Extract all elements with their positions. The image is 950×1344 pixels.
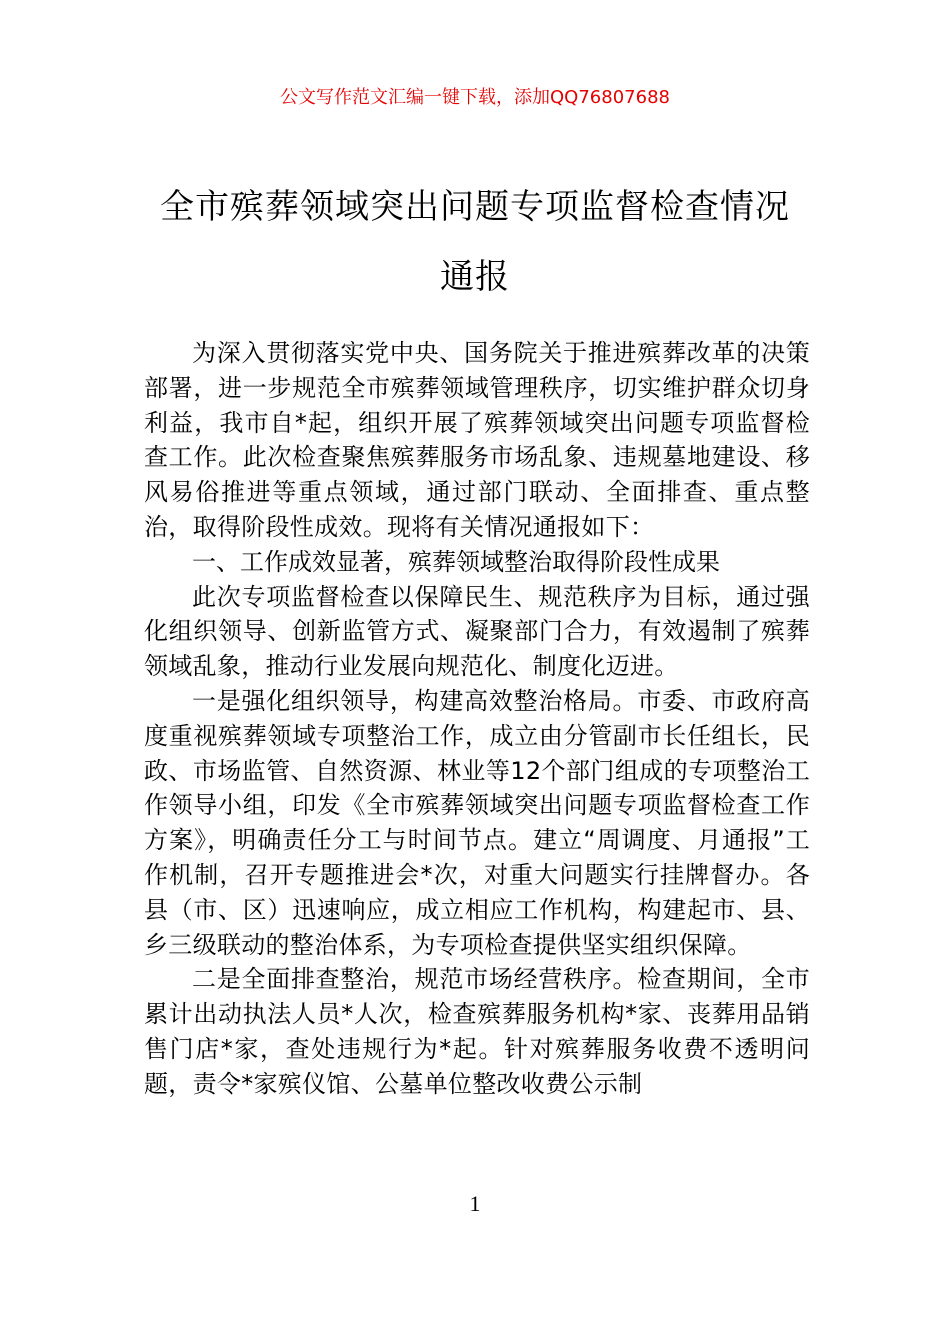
title-line-2: 通报 [440, 257, 510, 297]
page-number: 1 [469, 1191, 481, 1216]
section-1-paragraph-3: 二是全面排查整治，规范市场经营秩序。检查期间，全市累计出动执法人员*人次，检查殡葬服务机构*家、丧葬用品销售门店*家，查处违规行为*起。针对殡葬服务收费不透明问题，责令*家殡仪馆、公墓单位整改收费公示制 [144, 965, 810, 1098]
title-line-1: 全市殡葬领域突出问题专项监督检查情况 [160, 187, 790, 227]
document-body [144, 336, 810, 1102]
header-ad-text: 公文写作范文汇编一键下载，添加QQ76807688 [280, 87, 670, 108]
section-heading-1: 一、工作成效显著，殡葬领域整治取得阶段性成果 [192, 547, 720, 576]
intro-paragraph: 为深入贯彻落实党中央、国务院关于推进殡葬改革的决策部署，进一步规范全市殡葬领域管理秩序，切实维护群众切身利益，我市自*起，组织开展了殡葬领域突出问题专项监督检查工作。此次检查聚焦殡葬服务市场乱象、违规墓地建设、移风易俗推进等重点领域，通过部门联动、全面排查、重点整治，取得阶段性成效。现将有关情况通报如下： [144, 339, 810, 541]
section-1-paragraph-2: 一是强化组织领导，构建高效整治格局。市委、市政府高度重视殡葬领域专项整治工作，成立由分管副市长任组长，民政、市场监管、自然资源、林业等12个部门组成的专项整治工作领导小组，印发《全市殡葬领域突出问题专项监督检查工作方案》，明确责任分工与时间节点。建立“周调度、月通报”工作机制，召开专题推进会*次，对重大问题实行挂牌督办。各县（市、区）迅速响应，成立相应工作机构，构建起市、县、乡三级联动的整治体系，为专项检查提供坚实组织保障。 [144, 686, 810, 959]
section-1-paragraph-1: 此次专项监督检查以保障民生、规范秩序为目标，通过强化组织领导、创新监管方式、凝聚部门合力，有效遏制了殡葬领域乱象，推动行业发展向规范化、制度化迈进。 [144, 582, 810, 681]
document-title [120, 172, 830, 312]
